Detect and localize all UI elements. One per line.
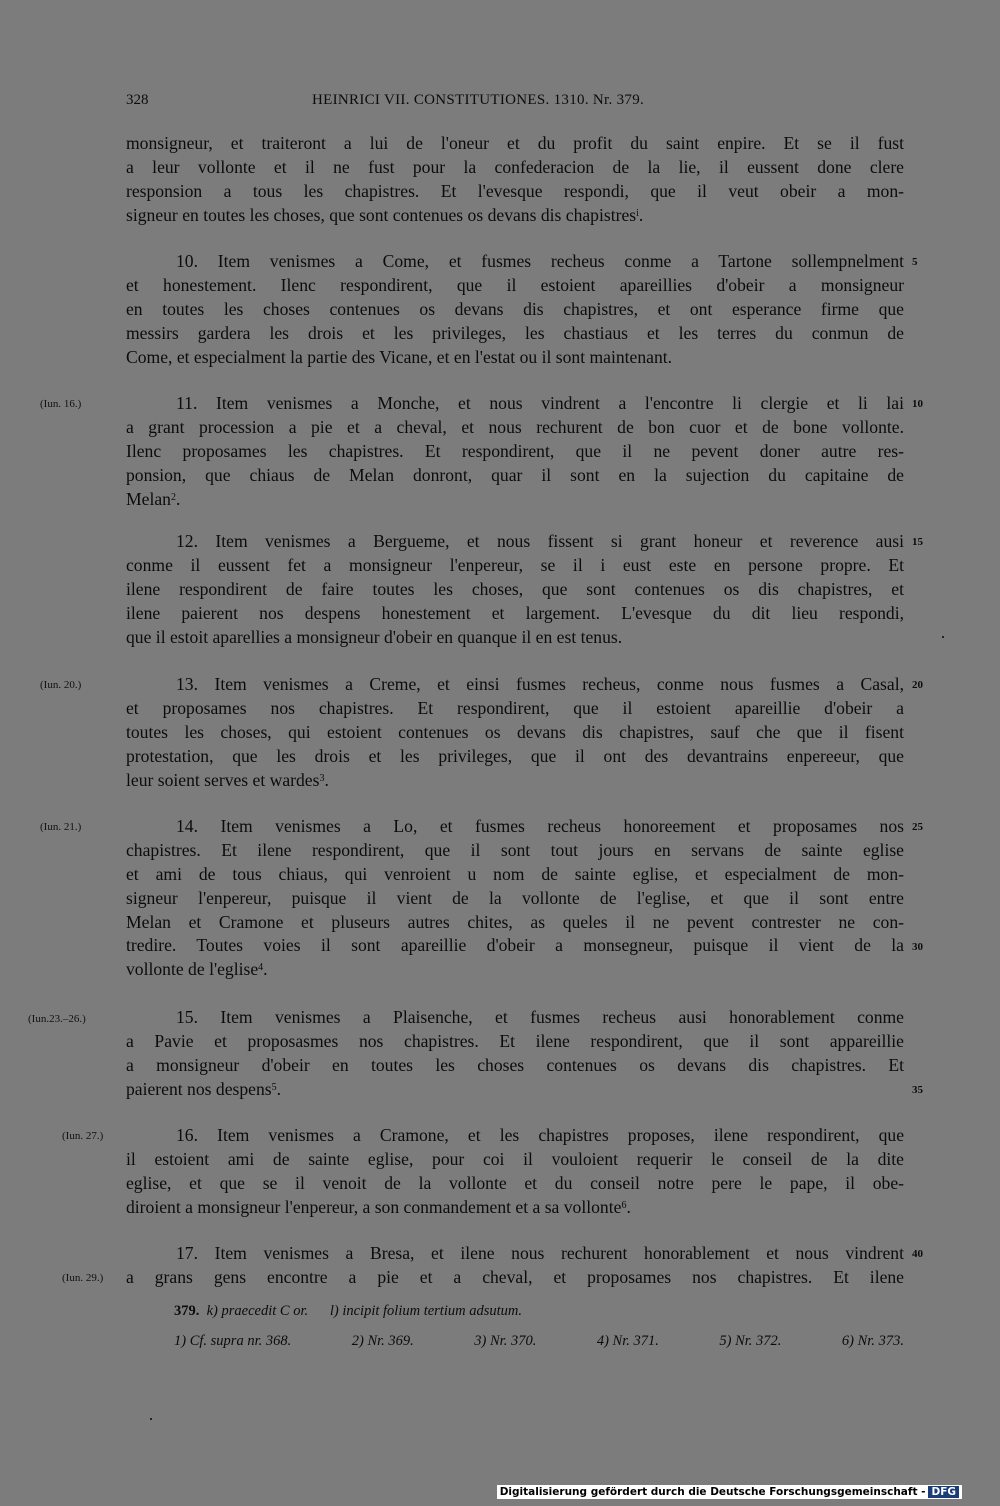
- text-line: ilene paierent nos despens honestement et largement. L'evesque du dit lieu respondi,: [126, 602, 904, 623]
- section-13: [126, 673, 904, 792]
- margin-date: (Iun. 20.): [40, 679, 82, 691]
- page-number: 328: [126, 92, 149, 108]
- dfg-logo: DFG: [928, 1486, 959, 1498]
- text-line: 15. Item venismes a Plaisenche, et fusmes recheus ausi honorablement conme: [176, 1007, 904, 1027]
- text-line: 13. Item venismes a Creme, et einsi fusmes recheus, conme nous fusmes a Casal,: [176, 674, 904, 694]
- text-line: Melan et Cramone et pluseurs autres chites, as queles il ne pevent contrester ne con-: [126, 911, 904, 932]
- text-line: toutes les choses, qui estoient contenues os devans dis chapistres, sauf che que il fisent: [126, 721, 904, 742]
- footnote: 6) Nr. 373.: [841, 1333, 904, 1349]
- footnote-references: [174, 1333, 904, 1350]
- text-line: Ilenc proposames les chapistres. Et respondirent, que il ne pevent doner autre res-: [126, 440, 904, 461]
- text-line: paierent nos despens$^5$.: [126, 1078, 282, 1099]
- text-line: vollonte de l'eglise$^4$.: [126, 959, 268, 980]
- text-line: monsigneur, et traiteront a lui de l'oneur et du profit du saint enpire. Et se il fust: [126, 133, 904, 153]
- section-15: [126, 1006, 904, 1102]
- footnote: 3) Nr. 370.: [474, 1333, 537, 1349]
- text-line: Melan$^2$.: [126, 488, 181, 509]
- speck: [942, 636, 944, 638]
- text-line: responsion a tous les chapistres. Et l'evesque respondi, que il veut obeir a mon-: [126, 180, 904, 201]
- digitization-credit: Digitalisierung gefördert durch die Deutsche Forschungsgemeinschaft - DFG: [497, 1485, 962, 1499]
- text-line: et ami de tous chiaus, qui venroient u nom de sainte eglise, et especialment de mon-: [126, 863, 904, 884]
- footnote: 4) Nr. 371.: [596, 1333, 659, 1349]
- text-line: diroient a monsigneur l'enpereur, a son conmandement et a sa vollonte$^6$.: [126, 1196, 631, 1217]
- text-line: eglise, et que se il venoit de la vollonte et du conseil notre pere le pape, il obe-: [126, 1172, 904, 1193]
- margin-date: (Iun. 16.): [40, 398, 82, 410]
- section-11: [126, 392, 904, 511]
- text-line: chapistres. Et ilene respondirent, que il sont tout jours en servans de sainte eglise: [126, 839, 904, 860]
- section-14: [126, 815, 904, 982]
- text-line: que il estoit aparellies a monsigneur d'obeir en quanque il en est tenus.: [126, 626, 623, 647]
- text-line: 11. Item venismes a Monche, et nous vindrent a l'encontre li clergie et li lai: [176, 393, 904, 413]
- text-line: a monsigneur d'obeir en toutes les choses contenues os devans dis chapistres. Et: [126, 1054, 904, 1075]
- margin-date: (Iun. 29.): [62, 1272, 104, 1284]
- text-line: il estoient ami de sainte eglise, pour coi il vouloient requerir le conseil de la dite: [126, 1148, 904, 1169]
- section-17: [126, 1242, 904, 1290]
- text-line: 14. Item venismes a Lo, et fusmes recheus honoreement et proposames nos: [176, 816, 904, 836]
- line-number-marker: 5: [912, 256, 918, 268]
- text-line: 16. Item venismes a Cramone, et les chapistres proposes, ilene respondirent, que: [176, 1125, 904, 1145]
- line-number-marker: 10: [912, 398, 923, 410]
- margin-date: (Iun. 21.): [40, 821, 82, 833]
- critical-apparatus: 379. k) praecedit C or. l) incipit folium tertium adsutum.: [174, 1303, 522, 1319]
- text-line: leur soient serves et wardes$^3$.: [126, 769, 329, 790]
- line-number-marker: 40: [912, 1248, 923, 1260]
- footnote: 2) Nr. 369.: [351, 1333, 414, 1349]
- paragraph-continuation: [126, 132, 904, 228]
- margin-date: (Iun. 27.): [62, 1130, 104, 1142]
- text-line: 12. Item venismes a Bergueme, et nous fissent si grant honeur et reverence ausi: [176, 531, 904, 551]
- line-number-marker: 35: [912, 1084, 923, 1096]
- text-line: et honestement. Ilenc respondirent, que il estoient apareillies d'obeir a monsigneur: [126, 274, 904, 295]
- margin-date: (Iun.23.–26.): [28, 1013, 86, 1025]
- line-number-marker: 15: [912, 536, 923, 548]
- text-line: signeur en toutes les choses, que sont contenues os devans dis chapistres$^i$.: [126, 204, 644, 225]
- text-line: a grant procession a pie et a cheval, et nous rechurent de bon cuor et de bone vollonte.: [126, 416, 904, 437]
- line-number-marker: 30: [912, 941, 923, 953]
- text-line: a grans gens encontre a pie et a cheval, et proposames nos chapistres. Et ilene: [126, 1266, 904, 1287]
- text-line: tredire. Toutes voies il sont apareillie d'obeir a monsegneur, puisque il vient de la: [126, 935, 904, 956]
- text-line: a Pavie et proposasmes nos chapistres. Et ilene respondirent, que il sont appareillie: [126, 1030, 904, 1051]
- text-line: en toutes les choses contenues os devans dis chapistres, et ont esperance firme que: [126, 298, 904, 319]
- section-16: [126, 1124, 904, 1220]
- text-line: protestation, que les drois et les privileges, que il ont des devantrains enpereeur, que: [126, 745, 904, 766]
- text-line: messirs gardera les drois et les privileges, les chastiaus et les terres du conmun de: [126, 322, 904, 343]
- section-10: [126, 250, 904, 369]
- footnote: 1) Cf. supra nr. 368.: [174, 1333, 292, 1349]
- line-number-marker: 25: [912, 821, 923, 833]
- text-line: conme il eussent fet a monsigneur l'enpereur, se il i eust este en persone propre. Et: [126, 554, 904, 575]
- text-line: a leur vollonte et il ne fust pour la confederacion de la lie, il eussent done clere: [126, 156, 904, 177]
- text-line: Come, et especialment la partie des Vicane, et en l'estat ou il sont maintenant.: [126, 346, 673, 367]
- text-line: ponsion, que chiaus de Melan donront, quar il sont en la sujection du capitaine de: [126, 464, 904, 485]
- text-line: 10. Item venismes a Come, et fusmes recheus conme a Tartone sollempnelment: [176, 251, 904, 271]
- running-header: [0, 92, 1000, 116]
- text-line: et proposames nos chapistres. Et respondirent, que il estoient apareillie d'obeir a: [126, 697, 904, 718]
- running-title: HEINRICI VII. CONSTITUTIONES. 1310. Nr. 379.: [312, 92, 645, 108]
- text-line: 17. Item venismes a Bresa, et ilene nous rechurent honorablement et nous vindrent: [176, 1243, 904, 1263]
- speck: [150, 1418, 152, 1420]
- text-line: signeur l'enpereur, puisque il vient de la vollonte de l'eglise, et que il sont entre: [126, 887, 904, 908]
- footnote: 5) Nr. 372.: [719, 1333, 782, 1349]
- text-line: ilene respondirent de faire toutes les choses, que sont contenues os dis chapistres, et: [126, 578, 904, 599]
- section-12: [126, 530, 904, 649]
- line-number-marker: 20: [912, 679, 923, 691]
